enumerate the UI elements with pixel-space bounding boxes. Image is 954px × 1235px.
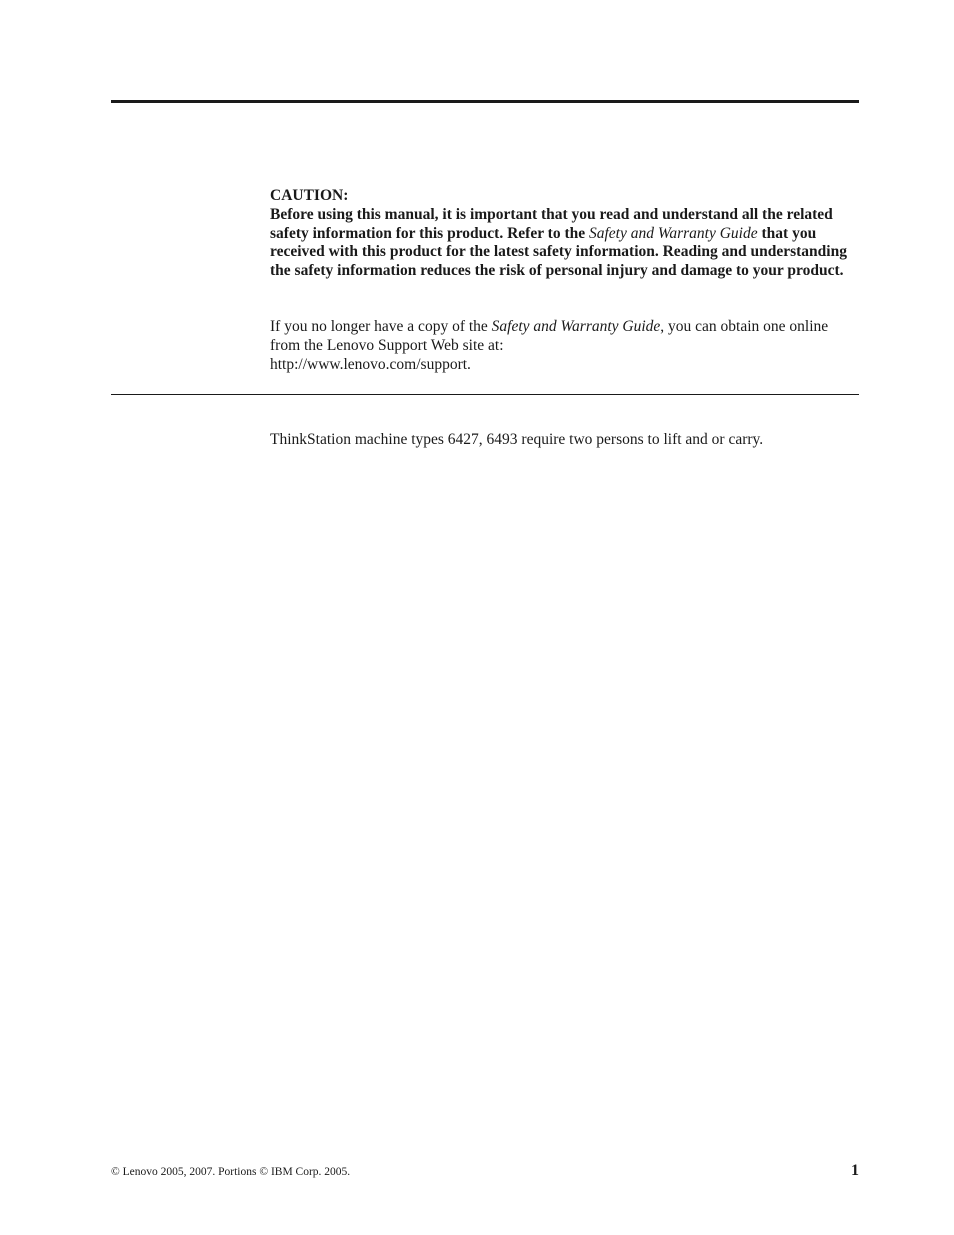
caution-notice: [270, 187, 862, 281]
support-url: http://www.lenovo.com/support.: [270, 355, 471, 373]
page-number: 1: [851, 1162, 859, 1179]
caution-guide-title: Safety and Warranty Guide: [589, 224, 758, 242]
notice-text-after: , you can obtain one online from the Lenovo Support Web site at:: [270, 318, 829, 354]
caution-text-before: Before using this manual, it is important that you read and understand all the related safety information for this product. Refer to the: [270, 205, 833, 242]
caution-text-after: that you received with this product for the latest safety information. Reading and understanding the safety information reduces the risk of personal injury and damage to your product.: [270, 224, 847, 280]
top-rule: [111, 100, 859, 103]
notice-text-before: If you no longer have a copy of the: [270, 318, 492, 335]
section-divider: [111, 394, 859, 395]
footer-copyright: © Lenovo 2005, 2007. Portions © IBM Corp. 2005.: [111, 1166, 351, 1178]
notice-guide-title: Safety and Warranty Guide: [491, 318, 661, 335]
caution-label: CAUTION:: [270, 187, 349, 204]
guide-availability-notice: [270, 318, 862, 374]
lift-note: ThinkStation machine types 6427, 6493 require two persons to lift and or carry.: [270, 431, 764, 448]
